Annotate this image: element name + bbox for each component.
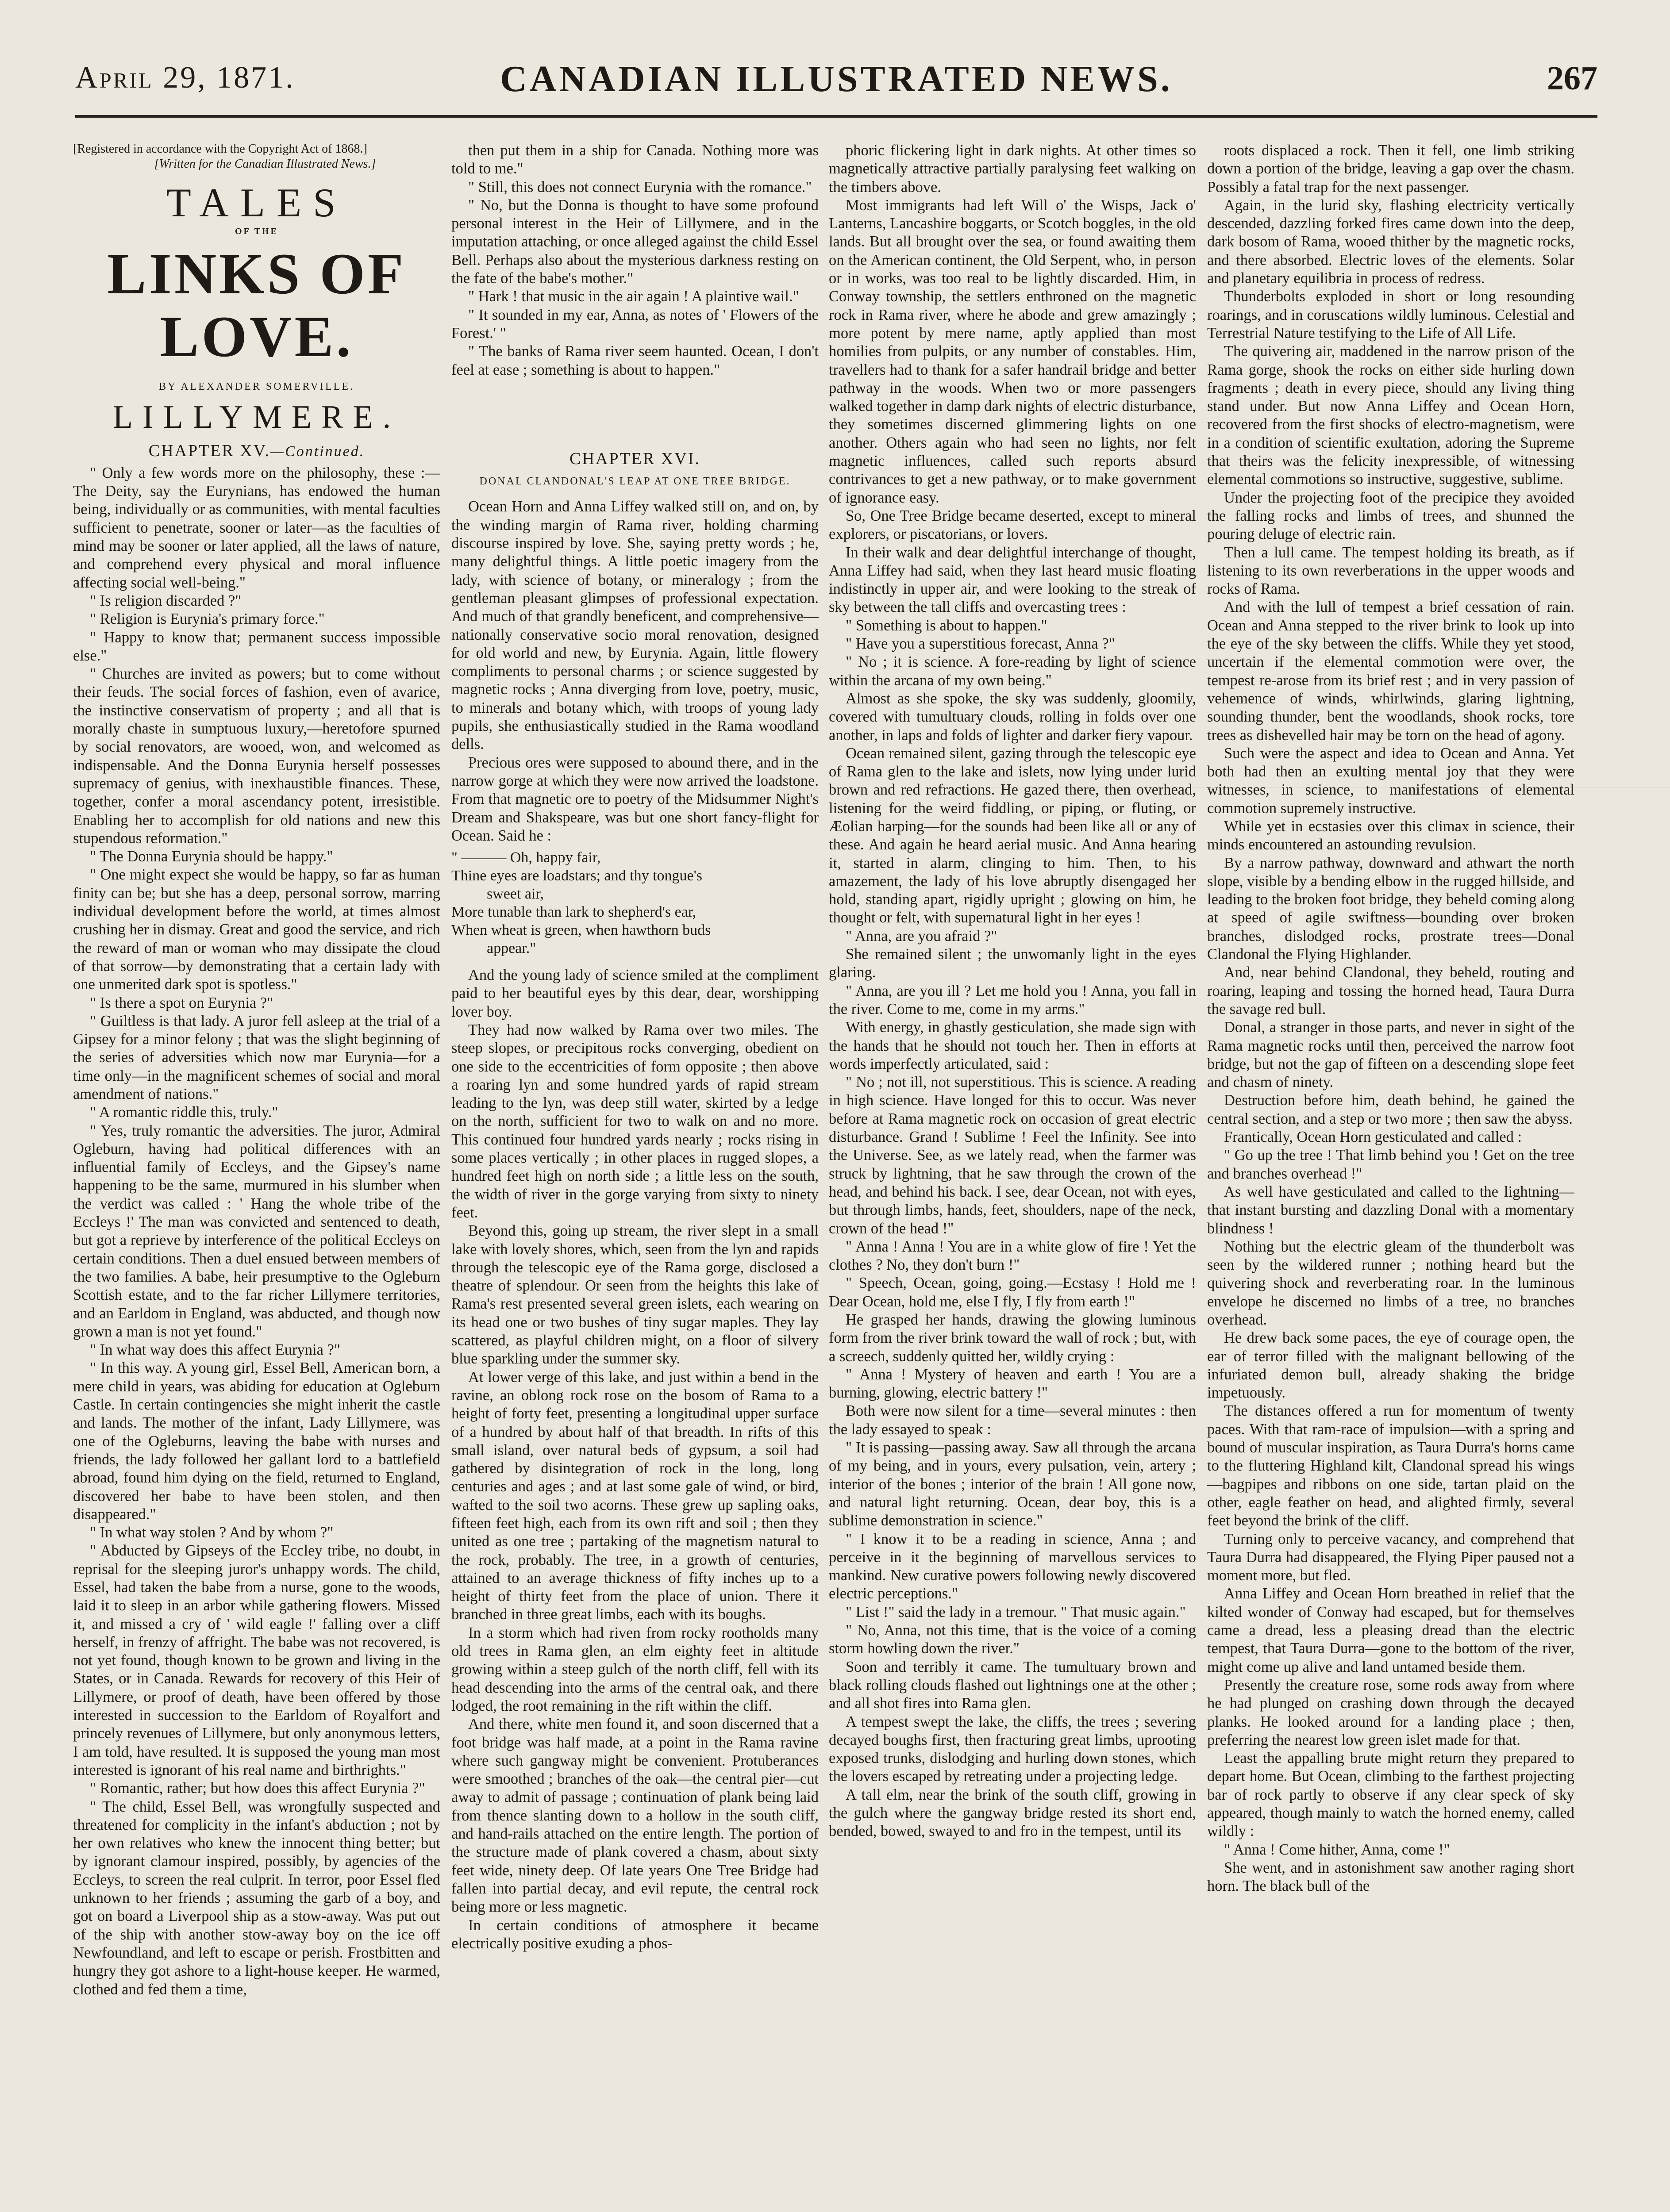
paragraph: Most immigrants had left Will o' the Wisps, Jack o' Lanterns, Lancashire boggarts, or Scotch boggles, in the old lands. But all brought over the sea, or found awaiting them on the American continent, the Old Serpent, who, in person or in works, was too real to be lightly discarded. Him, in Conway township, the settlers enthroned on the magnetic rock in Rama river, where he abode and grew amazingly ; more potent by mere name, aptly applied than most homilies from pulpits, or any number of constables. Him, travellers had to thank for a safer handrail bridge and better pathway in the woods. When two or more passengers walked together in damp dark nights of electric disturbance, they sometimes discerned glimmering lights on one another. Others again who had seen no lights, nor felt magnetic influences, called such reports absurd contrivances to get a new pathway, or to make government of ignorance easy. xyxy=(829,196,1196,506)
issue-date: April 29, 1871. xyxy=(75,61,295,95)
paragraph: " One might expect she would be happy, so far as human finity can be; but she has a deep, personal sorrow, marring individual development before the world, at times almost crushing her in dismay. Great and good the service, and rich the reward of man or woman who may dissipate the cloud of that sorrow—by demonstrating that a certain lady with one unmerited dark spot is spotless." xyxy=(73,866,440,993)
verse-line: More tunable than lark to shepherd's ear, xyxy=(451,904,696,921)
paragraph: " A romantic riddle this, truly." xyxy=(90,1104,278,1121)
paragraph: Presently the creature rose, some rods away from where he had plunged on crashing down through the decayed planks. He looked around for a landing place ; then, preferring the nearest low green islet made for that. xyxy=(1207,1676,1574,1748)
paragraph: The distances offered a run for momentum of twenty paces. With that ram-race of impulsion—with a spring and bound of muscular inspiration, as Taura Durra's horns came to the fluttering Highland kilt, Clandonal spread his wings—bagpipes and ribbons on one side, tartan plaid on the other, eagle feather on head, and alighted firmly, several feet beyond the brink of the cliff. xyxy=(1207,1402,1574,1529)
paragraph: He drew back some paces, the eye of courage open, the ear of terror filled with the malignant bellowing of the infuriated demon bull, already shaking the bridge impetuously. xyxy=(1207,1329,1574,1402)
paragraph: Turning only to perceive vacancy, and comprehend that Taura Durra had disappeared, the Flying Piper paused not a moment more, but fled. xyxy=(1207,1530,1574,1584)
paragraph: " In what way stolen ? And by whom ?" xyxy=(90,1524,334,1541)
paragraph: " It is passing—passing away. Saw all through the arcana of my being, and in yours, every pulsation, vein, artery ; interior of the bones ; interior of the brain ! All gone now, and natural light returning. Ocean, dear boy, this is a sublime demonstration in science." xyxy=(829,1439,1196,1529)
column-3-body xyxy=(829,142,1196,1841)
verse-line: appear." xyxy=(487,940,536,957)
paragraph: And there, white men found it, and soon discerned that a foot bridge was half made, at a point in the Rama ravine where such gangway might be convenient. Protuberances were smoothed ; branches of the oak—the central pier—cut away to admit of passage ; continuation of plank being laid from thence slanting down to a hollow in the south cliff, and hand-rails attached on the entire length. The portion of the structure made of plank covered a chasm, about sixty feet wide, ninety deep. Of late years One Tree Bridge had fallen into partial decay, and evil repute, the central rock being more or less magnetic. xyxy=(451,1716,819,1916)
paragraph: And, near behind Clandonal, they beheld, routing and roaring, leaping and tossing the horned head, Taura Durra the savage red bull. xyxy=(1207,964,1574,1018)
paragraph: Nothing but the electric gleam of the thunderbolt was seen by the wildered runner ; nothing heard but the quivering shock and reverberating roar. In the luminous envelope he discerned no limbs of a tree, no branches overhead. xyxy=(1207,1238,1574,1328)
paragraph: " No ; not ill, not superstitious. This is science. A reading in high science. Have longed for this to occur. Was never before at Rama magnetic rock on occasion of great electric disturbance. Grand ! Sublime ! Feel the Infinity. See into the Universe. See, as we lately read, when the farmer was struck by lightning, that he saw through the crown of the head, and behind his back. I see, dear Ocean, not with eyes, but through limbs, hands, feet, shoulders, nape of the neck, crown of the head !" xyxy=(829,1074,1196,1237)
paragraph: Then a lull came. The tempest holding its breath, as if listening to its own reverberations in the upper woods and rocks of Rama. xyxy=(1207,544,1574,598)
paragraph: Precious ores were supposed to abound there, and in the narrow gorge at which they were now arrived the loadstone. From that magnetic ore to poetry of the Midsummer Night's Dream and Shakspeare, was but one short fancy-flight for Ocean. Said he : xyxy=(451,754,819,844)
chapter-heading-xvi: CHAPTER XVI. xyxy=(569,449,700,468)
chapter-xv-continued: —Continued. xyxy=(270,443,365,460)
paragraph: So, One Tree Bridge became deserted, except to mineral explorers, or piscatorians, or lovers. xyxy=(829,507,1196,543)
paragraph: " Religion is Eurynia's primary force." xyxy=(90,611,325,628)
paragraph: Soon and terribly it came. The tumultuary brown and black rolling clouds flashed out lightnings one at the other ; and all shot fires into Rama glen. xyxy=(829,1658,1196,1712)
paragraph: " In this way. A young girl, Essel Bell, American born, a mere child in years, was abiding for education at Ogleburn Castle. In certain contingencies she might inherit the castle and lands. The mother of the infant, Lady Lillymere, was one of the Ogleburns, leaving the babe with nurses and friends, the lady followed her gallant lord to a battlefield abroad, found him dying on the field, returned to England, discovered her babe to have been stolen, and then disappeared." xyxy=(73,1359,440,1523)
paragraph: " Still, this does not connect Eurynia with the romance." xyxy=(468,178,812,196)
column-4 xyxy=(1207,142,1574,2212)
column-2 xyxy=(451,142,819,2212)
story-title: LILLYMERE. xyxy=(112,399,401,436)
paragraph: At lower verge of this lake, and just within a bend in the ravine, an oblong rock rose on the bosom of Rama to a height of forty feet, presenting a longitudinal upper surface of a hundred by about half of that breadth. In rifts of this small island, over natural beds of gypsum, a soil had gathered by disintegration of rock in the long, long centuries and ages ; and at last some gale of wind, or bird, wafted to the soil two acorns. These grew up sapling oaks, fifteen feet high, each from its own rift and soil ; then they united as one tree ; partaking of the magnetism natural to the rock, probably. The tree, in a growth of centuries, attained to an average thickness of fifty inches up to a height of thirty feet from the place of union. There it branched in three great limbs, each with its boughs. xyxy=(451,1368,819,1623)
paragraph: Thunderbolts exploded in short or long resounding roarings, and in coruscations wildly luminous. Celestial and Terrestrial Nature testifying to the Life of All Life. xyxy=(1207,288,1574,342)
paragraph: Frantically, Ocean Horn gesticulated and called : xyxy=(1224,1129,1522,1146)
paragraph: They had now walked by Rama over two miles. The steep slopes, or precipitous rocks converging, obedient on one side to the eccentricities of form opposite ; then above a roaring lyn and some hundred yards of rapid stream leading to the lyn, was deep still water, skirted by a ledge on the north, sufficient for two to walk on and no more. This continued four hundred yards nearly ; rocks rising in some places vertically ; in other places in rugged slopes, a hundred feet high on north side ; a little less on the south, the width of river in the gorge varying from sixty to ninety feet. xyxy=(451,1021,819,1221)
verse-line: sweet air, xyxy=(487,886,544,902)
column-2-body-a xyxy=(451,142,819,379)
paragraph: He grasped her hands, drawing the glowing luminous form from the river brink toward the wall of rock ; but, with a screech, suddenly quitted her, wildly crying : xyxy=(829,1311,1196,1365)
paragraph: Almost as she spoke, the sky was suddenly, gloomily, covered with tumultuary clouds, rolling in folds over one another, in laps and folds of lighter and darker fiery vapour. xyxy=(829,690,1196,744)
paragraph: " Anna ! Mystery of heaven and earth ! You are a burning, glowing, electric battery !" xyxy=(829,1366,1196,1402)
paragraph: Destruction before him, death behind, he gained the central section, and a step or two more ; then saw the abyss. xyxy=(1207,1092,1574,1127)
paragraph: As well have gesticulated and called to the lightning—that instant bursting and dazzling Donal with a momentary blindness ! xyxy=(1207,1183,1574,1237)
verse-line: " ——— Oh, happy fair, xyxy=(451,849,601,866)
series-title-tales: TALES xyxy=(166,180,347,225)
verse-line: When wheat is green, when hawthorn buds xyxy=(451,922,711,939)
masthead xyxy=(75,58,1597,118)
paragraph: " It sounded in my ear, Anna, as notes of ' Flowers of the Forest.' " xyxy=(451,306,819,342)
paragraph: " Is there a spot on Eurynia ?" xyxy=(90,994,273,1011)
byline: BY ALEXANDER SOMERVILLE. xyxy=(159,381,354,392)
paragraph: " Speech, Ocean, going, going.—Ecstasy ! Hold me ! Dear Ocean, hold me, else I fly, I fly from earth !" xyxy=(829,1275,1196,1310)
copyright-notice: [Registered in accordance with the Copyright Act of 1868.] xyxy=(73,142,367,156)
paragraph: Least the appalling brute might return they prepared to depart home. But Ocean, climbing to the farthest projecting bar of rock partly to observe if any clear speck of sky appeared, though mainly to watch the horned enemy, called wildly : xyxy=(1207,1750,1574,1840)
paragraph: A tempest swept the lake, the cliffs, the trees ; severing decayed boughs first, then fracturing great limbs, uprooting exposed trunks, dislodging and hurling down stones, which the lovers escaped by retreating under a projecting ledge. xyxy=(829,1713,1196,1785)
verse-line: Thine eyes are loadstars; and thy tongue's xyxy=(451,868,702,884)
paragraph: Under the projecting foot of the precipice they avoided the falling rocks and limbs of trees, and shunned the pouring deluge of electric rain. xyxy=(1207,489,1574,543)
paragraph: Beyond this, going up stream, the river slept in a small lake with lovely shores, which, seen from the lyn and rapids through the telescopic eye of the Rama gorge, disclosed a theatre of splendour. Or seen from the heights this lake of Rama's rest presented several green islets, each wearing on its head one or two bushes of tiny sugar maples. They lay scattered, as playful children might, on a floor of silvery blue sparkling under the summer sky. xyxy=(451,1222,819,1367)
paragraph: Both were now silent for a time—several minutes : then the lady essayed to speak : xyxy=(829,1402,1196,1438)
paragraph: " Abducted by Gipseys of the Eccley tribe, no doubt, in reprisal for the sleeping juror's unhappy words. The child, Essel, had taken the babe from a nurse, gone to the woods, laid it to sleep in an arbor while gathering flowers. Missed it, and missed a cry of ' wild eagle !' falling over a cliff herself, in frenzy of affright. The babe was not recovered, is not yet found, though known to be grown and living in the States, or in Canada. Rewards for recovery of this Heir of Lillymere, or proof of death, have been offered by those interested in succession to the Earldom of Royalfort and princely revenues of Lillymere, but only anonymous letters, I am told, have resulted. It is supposed the young man most interested is ignorant of his real name and birthrights." xyxy=(73,1542,440,1778)
series-title-links: LINKS OF LOVE. xyxy=(107,241,406,369)
paragraph: " Anna, are you afraid ?" xyxy=(846,927,997,945)
paragraph: While yet in ecstasies over this climax in science, their minds encountered an astounding revulsion. xyxy=(1207,818,1574,853)
paragraph: then put them in a ship for Canada. Nothing more was told to me." xyxy=(451,142,819,177)
paragraph: She went, and in astonishment saw another raging short horn. The black bull of the xyxy=(1207,1859,1574,1895)
column-4-body xyxy=(1207,142,1574,1896)
chapter-xvi-subtitle: DONAL CLANDONAL'S LEAP AT ONE TREE BRIDGE. xyxy=(479,476,791,488)
newspaper-title: CANADIAN ILLUSTRATED NEWS. xyxy=(500,58,1173,100)
paragraph: " Something is about to happen." xyxy=(846,617,1047,634)
paragraph: " Happy to know that; permanent success impossible else." xyxy=(73,629,440,664)
paragraph: " Anna ! Anna ! You are in a white glow of fire ! Yet the clothes ? No, they don't burn !" xyxy=(829,1238,1196,1274)
paragraph: " Have you a superstitious forecast, Anna ?" xyxy=(846,635,1115,653)
verse-quote xyxy=(451,849,819,957)
paragraph: In their walk and dear delightful interchange of thought, Anna Liffey had said, when they last heard music floating indistinctly in upper air, and were looking to the streak of sky between the tall cliffs and overcasting trees : xyxy=(829,544,1196,616)
paragraph: In a storm which had riven from rocky rootholds many old trees in Rama glen, an elm eighty feet in altitude growing within a steep gulch of the north cliff, fell with its head descending into the arms of the central oak, and there lodged, the root remaining in the rift within the cliff. xyxy=(451,1624,819,1714)
paragraph: " Is religion discarded ?" xyxy=(90,592,242,609)
column-1 xyxy=(73,142,440,2212)
paragraph: " No, but the Donna is thought to have some profound personal interest in the Heir of Lillymere, and in the imputation attaching, or once alleged against the child Essel Bell. Perhaps also about the mysterious darkness resting on the fate of the babe's mother." xyxy=(451,196,819,287)
spacer xyxy=(451,379,819,441)
paragraph: " Anna, are you ill ? Let me hold you ! Anna, you fall in the river. Come to me, come in my arms." xyxy=(829,982,1196,1018)
series-title-of: OF THE xyxy=(235,227,278,236)
paragraph: Again, in the lurid sky, flashing electricity vertically descended, dazzling forked fires came down into the deep, dark bosom of Rama, wooed thither by the magnetic rocks, and there absorbed. Electric loves of the elements. Solar and planetary equilibria in process of redress. xyxy=(1207,196,1574,287)
column-2-body-c xyxy=(451,966,819,1953)
paragraph: " In what way does this affect Eurynia ?" xyxy=(90,1341,340,1359)
paragraph: Anna Liffey and Ocean Horn breathed in relief that the kilted wonder of Conway had escaped, but for themselves came a dread, less a pleasing dread than the electric tempest, that Taura Durra—gone to the bottom of the river, might come up alive and land untamed beside them. xyxy=(1207,1585,1574,1675)
paragraph: " The child, Essel Bell, was wrongfully suspected and threatened for complicity in the infant's abduction ; not by her own relatives who knew the innocent thing better; but by ignorant clamour inspired, possibly, by agencies of the Eccleys, to screen the real culprit. In terror, poor Essel fled unknown to her friends ; assuming the garb of a boy, and got on board a Liverpool ship as a stow-away. Was put out of the ship with another stow-away boy on the ice off Newfoundland, and left to escape or perish. Frostbitten and hungry they got ashore to a light-house keeper. He warmed, clothed and fed them a time, xyxy=(73,1798,440,1998)
paragraph: phoric flickering light in dark nights. At other times so magnetically attractive partially paralysing feet walking on the timbers above. xyxy=(829,142,1196,196)
paragraph: " Yes, truly romantic the adversities. The juror, Admiral Ogleburn, having had political differences with an influential family of Eccleys, and the Gipsey's name happening to be the same, murmured in his slumber when the verdict was called : ' Hang the whole tribe of the Eccleys !' The man was convicted and sentenced to death, but got a reprieve by interference of the political Eccleys on certain conditions. Then a duel ensued between members of the two families. A babe, heir presumptive to the Ogleburn Scottish estate, and to the far richer Lillymere territories, and an Earldom in England, was abducted, and though now grown a man is not yet found." xyxy=(73,1122,440,1340)
paragraph: " No, Anna, not this time, that is the voice of a coming storm howling down the river." xyxy=(829,1622,1196,1657)
page-number: 267 xyxy=(1547,60,1597,97)
paragraph: " Go up the tree ! That limb behind you ! Get on the tree and branches overhead !" xyxy=(1207,1147,1574,1182)
paragraph: And the young lady of science smiled at the compliment paid to her beautiful eyes by this dear, dear, worshipping lover boy. xyxy=(451,967,819,1020)
paragraph: Ocean Horn and Anna Liffey walked still on, and on, by the winding margin of Rama river, holding charming discourse inspired by love. She, saying pretty words ; he, many delightful things. A little poetic imagery from the lady, with science of botany, or mineralogy ; from the gentleman pleasant glimpses of professional expectation. And much of that grandly beneficent, and comprehensive—nationally conservative socio moral renovation, designed for old world and new, by Eurynia. Again, little flowery compliments to personal charms ; or science suggested by magnetic rocks ; Anna diverging from love, poetry, music, to minerals and botany which, with troops of young lady pupils, she enthusiastically studied in the Rama woodland dells. xyxy=(451,498,819,753)
paragraph: The quivering air, maddened in the narrow prison of the Rama gorge, shook the rocks on either side hurling down fragments ; death in every piece, should any living thing stand under. But now Anna Liffey and Ocean Horn, recovered from the first shocks of electro-magnetism, were in a condition of scientific exultation, adoring the Supreme that theirs was the felicity inexpressible, of witnessing elemental commotions so instructive, suggestive, sublime. xyxy=(1207,343,1574,488)
paragraph: She remained silent ; the unwomanly light in the eyes glaring. xyxy=(829,946,1196,981)
column-3 xyxy=(829,142,1196,2212)
paragraph: " Hark ! that music in the air again ! A plaintive wail." xyxy=(468,288,799,305)
paragraph: And with the lull of tempest a brief cessation of rain. Ocean and Anna stepped to the river brink to look up into the eye of the sky between the cliffs. While they yet stood, uncertain if the elemental commotion were over, the tempest re-arose from its brief rest ; and in very passion of vehemence of winds, whirlwinds, glaring lightning, sounding thunder, bent the woodlands, shook rocks, tore trees as dishevelled hair may be torn on the head of agony. xyxy=(1207,599,1574,744)
paragraph: " No ; it is science. A fore-reading by light of science within the arcana of my own being." xyxy=(829,653,1196,689)
paragraph: " The banks of Rama river seem haunted. Ocean, I don't feel at ease ; something is about to happen." xyxy=(451,343,819,378)
paragraph: Ocean remained silent, gazing through the telescopic eye of Rama glen to the lake and islets, now lying under lurid brown and red refractions. He gazed there, then overhead, listening for the weird fiddling, or piping, or fluting, or Æolian harping—for the sounds had been like all or any of these. And again he heard aerial music. And Anna hearing it, started in alarm, clinging to him. Then, to his amazement, the lady of his love abruptly disengaged her hold, standing apart, rigidly upright ; glowing on him, he thought or felt, with supernatural light in her eyes ! xyxy=(829,745,1196,926)
chapter-xv-label: CHAPTER XV. xyxy=(148,441,270,460)
paragraph: In certain conditions of atmosphere it became electrically positive exuding a phos- xyxy=(451,1916,819,1952)
column-1-body xyxy=(73,464,440,1999)
written-for-notice: [Written for the Canadian Illustrated News.] xyxy=(154,157,376,171)
paragraph: Donal, a stranger in those parts, and never in sight of the Rama magnetic rocks until then, perceived the narrow foot bridge, but not the gap of fifteen on a descending slope feet and chasm of ninety. xyxy=(1207,1019,1574,1091)
paragraph: " Anna ! Come hither, Anna, come !" xyxy=(1224,1841,1450,1858)
paragraph: " Guiltless is that lady. A juror fell asleep at the trial of a Gipsey for a minor felony ; that was the slight beginning of the series of adversities which now mar Eurynia—for a time only—in the magnificent schemes of social and moral amendment of nations." xyxy=(73,1012,440,1102)
paragraph: " Romantic, rather; but how does this affect Eurynia ?" xyxy=(90,1780,425,1797)
paragraph: Such were the aspect and idea to Ocean and Anna. Yet both had then an exulting mental joy that they were witnesses, in science, to manifestations of elemental commotion supremely instructive. xyxy=(1207,745,1574,817)
chapter-heading-xv xyxy=(73,442,440,461)
paragraph: A tall elm, near the brink of the south cliff, growing in the gulch where the gangway bridge rested its short end, bended, bowed, swayed to and fro in the tempest, until its xyxy=(829,1786,1196,1840)
paragraph: By a narrow pathway, downward and athwart the north slope, visible by a bending elbow in the rugged hillside, and leading to the broken foot bridge, they beheld coming along at speed of agile swiftness—bounding over broken branches, dislodged rocks, prostrate trees—Donal Clandonal the Flying Highlander. xyxy=(1207,854,1574,963)
paragraph: " Churches are invited as powers; but to come without their feuds. The social forces of fashion, even of avarice, the instinctive conservatism of property ; and all that is morally chaste in sumptuous luxury,—heretofore spurned by social renovators, are wooed, won, and welcomed as indispensable. And the Donna Eurynia herself possesses supremacy of genius, with inexhaustible finances. These, together, confer a moral ascendancy potent, irresistible. Enabling her to accomplish for old nations and new this stupendous reformation." xyxy=(73,665,440,847)
paragraph: With energy, in ghastly gesticulation, she made sign with the hands that he should not touch her. Then in efforts at words imperfectly articulated, said : xyxy=(829,1019,1196,1072)
column-2-body-b xyxy=(451,498,819,845)
paragraph: roots displaced a rock. Then it fell, one limb striking down a portion of the bridge, leaving a gap over the chasm. Possibly a fatal trap for the next passenger. xyxy=(1207,142,1574,196)
paragraph: " List !" said the lady in a tremour. " That music again." xyxy=(846,1603,1186,1621)
paragraph: " Only a few words more on the philosophy, these :—The Deity, say the Eurynians, has endowed the human being, individually or as communities, with mental faculties sufficient to penetrate, sooner or later—as the faculties of mind may be sooner or later applied, all the laws of nature, and comprehend every physical and moral influence affecting social well-being." xyxy=(73,464,440,591)
paragraph: " The Donna Eurynia should be happy." xyxy=(90,848,333,865)
paragraph: " I know it to be a reading in science, Anna ; and perceive in it the beginning of marvellous services to mankind. New curative powers following newly discovered electric perceptions." xyxy=(829,1530,1196,1602)
